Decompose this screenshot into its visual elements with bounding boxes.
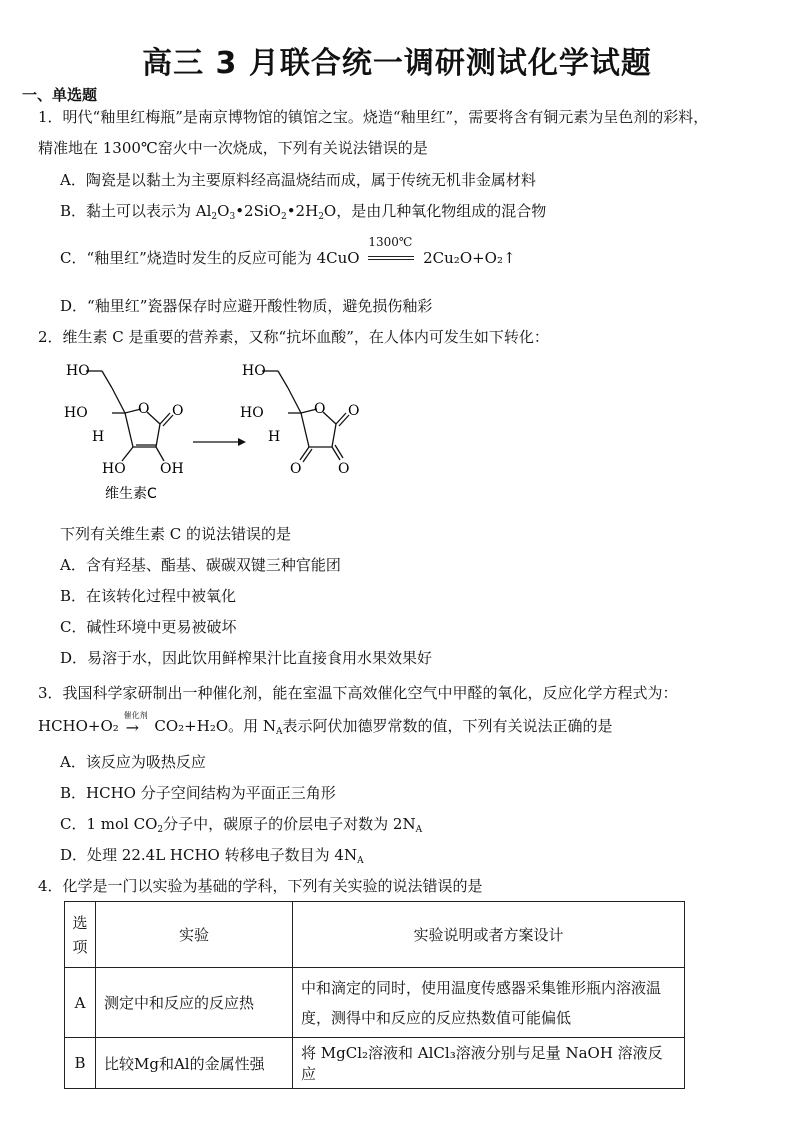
h-label: H bbox=[92, 429, 105, 445]
q3-option-d: D．处理 22.4L HCHO 转移电子数目为 $4N_A$ bbox=[60, 846, 364, 866]
header-experiment: 实验 bbox=[96, 902, 293, 968]
q3-stem-line2: HCHO+O₂ 催化剂 → CO₂+H₂O。用 $N_A$表示阿伏加德罗常数的值，下列有关说法正确的是 bbox=[38, 716, 613, 736]
q3-eq-right: CO₂+H₂O。用 N bbox=[154, 717, 277, 735]
ring-o-label: O bbox=[314, 401, 326, 417]
carbonyl-o-label: O bbox=[290, 461, 302, 477]
ring-o-label: O bbox=[138, 401, 150, 417]
q2-option-b: B．在该转化过程中被氧化 bbox=[60, 587, 237, 605]
row-description: 将 MgCl₂溶液和 AlCl₃溶液分别与足量 NaOH 溶液反应 bbox=[293, 1038, 685, 1089]
oh-label: OH bbox=[160, 461, 184, 477]
q1-option-b-prefix: B．黏土可以表示为 Al bbox=[60, 202, 212, 220]
q3-eq-left: HCHO+O₂ bbox=[38, 717, 119, 735]
table-header-row bbox=[65, 902, 685, 968]
q1-option-c-suffix: 2Cu₂O+O₂↑ bbox=[423, 249, 516, 267]
header-description: 实验说明或者方案设计 bbox=[293, 902, 685, 968]
carbonyl-o-label: O bbox=[172, 403, 184, 419]
q4-stem: 4．化学是一门以实验为基础的学科，下列有关实验的说法错误的是 bbox=[38, 877, 483, 895]
vitamin-c-reaction-diagram bbox=[50, 355, 380, 505]
carbonyl-o-label: O bbox=[338, 461, 350, 477]
q1-option-c bbox=[60, 235, 516, 268]
q1-stem-line1: 1．明代“釉里红梅瓶”是南京博物馆的镇馆之宝。烧造“釉里红”，需要将含有铜元素为呈色剂的彩料， bbox=[38, 108, 709, 126]
header-option: 选项 bbox=[65, 902, 96, 968]
experiment-table bbox=[64, 901, 685, 1089]
ho-label: HO bbox=[66, 363, 90, 379]
carbonyl-o-label: O bbox=[348, 403, 360, 419]
ho-label: HO bbox=[240, 405, 264, 421]
ho-label: HO bbox=[64, 405, 88, 421]
q3-option-b: B．HCHO 分子空间结构为平面正三角形 bbox=[60, 784, 336, 802]
q3-stem-tail: 表示阿伏加德罗常数的值，下列有关说法正确的是 bbox=[282, 717, 613, 735]
q1-option-b-suffix: ，是由几种氧化物组成的混合物 bbox=[336, 202, 547, 220]
q2-option-c: C．碱性环境中更易被破坏 bbox=[60, 618, 237, 636]
q3-option-c-mid: 分子中，碳原子的价层电子对数为 2N bbox=[163, 815, 416, 833]
q2-option-a: A．含有羟基、酯基、碳碳双键三种官能团 bbox=[60, 556, 341, 574]
q3-option-a: A．该反应为吸热反应 bbox=[60, 753, 206, 771]
q3-option-c: C．1 mol $CO_2$分子中，碳原子的价层电子对数为 $2N_A$ bbox=[60, 815, 423, 835]
vitamin-c-label: 维生素C bbox=[105, 486, 157, 502]
h-label: H bbox=[268, 429, 281, 445]
section-heading: 一、单选题 bbox=[22, 86, 98, 104]
q1-option-c-prefix: C．“釉里红”烧造时发生的反应可能为 4CuO bbox=[60, 249, 360, 267]
row-option: B bbox=[65, 1038, 96, 1089]
table-row bbox=[65, 968, 685, 1038]
q1-option-d: D．“釉里红”瓷器保存时应避开酸性物质，避免损伤釉彩 bbox=[60, 297, 433, 315]
q3-stem-line1: 3．我国科学家研制出一种催化剂，能在室温下高效催化空气中甲醛的氧化，反应化学方程式为： bbox=[38, 684, 678, 702]
q3-catalyst-arrow: 催化剂 → bbox=[124, 716, 150, 736]
q3-option-d-text: D．处理 22.4L HCHO 转移电子数目为 4N bbox=[60, 846, 358, 864]
q1-option-b: B．黏土可以表示为 $Al_2O_3•2SiO_2•2H_2O$，是由几种氧化物组成的混合物 bbox=[60, 202, 547, 222]
q2-sub-stem: 下列有关维生素 C 的说法错误的是 bbox=[60, 525, 292, 543]
row-option: A bbox=[65, 968, 96, 1038]
q2-stem: 2．维生素 C 是重要的营养素，又称“抗坏血酸”，在人体内可发生如下转化： bbox=[38, 328, 549, 346]
q3-option-c-prefix: C．1 mol CO bbox=[60, 815, 158, 833]
q1-stem-line2: 精准地在 1300℃窑火中一次烧成，下列有关说法错误的是 bbox=[38, 139, 428, 157]
row-experiment: 比较Mg和Al的金属性强 bbox=[96, 1038, 293, 1089]
page-title: 高三 3 月联合统一调研测试化学试题 bbox=[142, 46, 652, 81]
q1-option-a: A．陶瓷是以黏土为主要原料经高温烧结而成，属于传统无机非金属材料 bbox=[60, 171, 536, 189]
row-experiment: 测定中和反应的反应热 bbox=[96, 968, 293, 1038]
table-row bbox=[65, 1038, 685, 1089]
row-description: 中和滴定的同时，使用温度传感器采集锥形瓶内溶液温 度，测得中和反应的反应热数值可能偏低 bbox=[293, 968, 685, 1038]
ho-label: HO bbox=[242, 363, 266, 379]
ho-label: HO bbox=[102, 461, 126, 477]
q3-catalyst: 催化剂 bbox=[123, 711, 148, 720]
q2-option-d: D．易溶于水，因此饮用鲜榨果汁比直接食用水果效果好 bbox=[60, 649, 433, 667]
q1-condition-arrow bbox=[368, 235, 414, 268]
q1-condition: 1300℃ bbox=[368, 235, 413, 249]
